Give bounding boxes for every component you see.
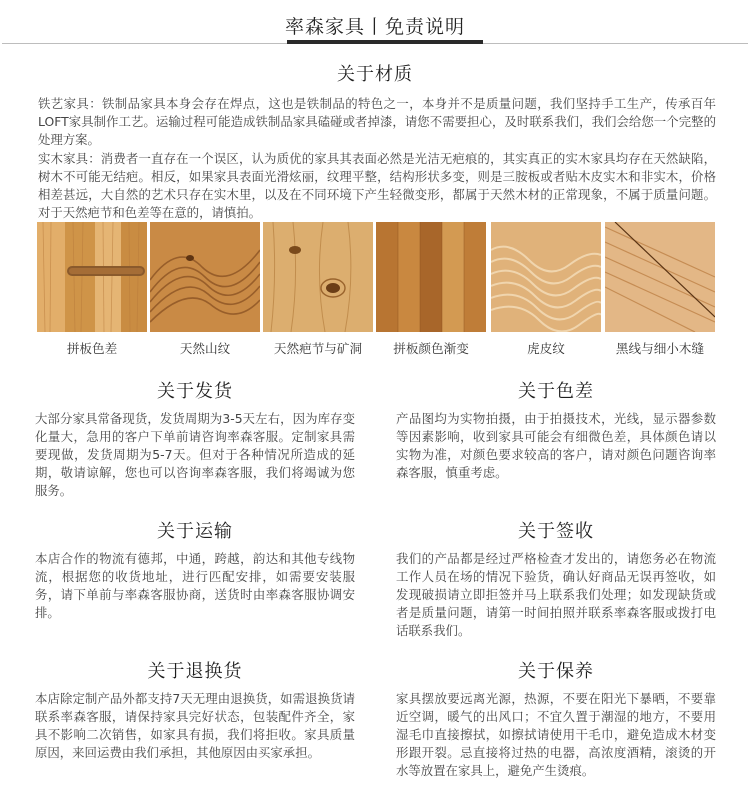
page-title: 率森家具丨免责说明 xyxy=(284,16,465,38)
shipping-title: 关于发货 xyxy=(157,381,233,402)
transport-text: 本店合作的物流有德邦，中通，跨越，韵达和其他专线物流，根据您的收货地址，进行匹配安排，如需要安装服务，请下单前与率森客服协商，送货时由率森客服协调安排。 xyxy=(35,551,355,620)
wood-black-line-image xyxy=(605,222,715,332)
shipping-text: 大部分家具常备现货，发货周期为3-5天左右，因为库存变化量大，急用的客户下单前请咨询率森客服。定制家具需要现做，发货周期为5-7天。但对于各种情况所造成的延期，敬请谅解，您也可以咨询率森客服，我们将竭诚为您服务。 xyxy=(35,411,355,498)
receipt-title: 关于签收 xyxy=(518,521,594,542)
photo-caption: 拼板色差 xyxy=(66,341,118,356)
transport-title: 关于运输 xyxy=(157,521,233,542)
receipt-text: 我们的产品都是经过严格检查才发出的，请您务必在物流工作人员在场的情况下验货，确认好商品无误再签收，如发现破损请立即拒签并马上联系我们处理；如发现缺货或者是质量问题，请第一时间拍照并联系率森客服或拨打电话联系我们。 xyxy=(396,551,716,638)
material-wood-paragraph: 实木家具：消费者一直存在一个误区，认为质优的家具其表面必然是光洁无疤痕的，其实真正的实木家具均存在天然缺陷，树木不可能无结疤。相反，如果家具表面光滑炫丽，纹理平整，结构形状多变，则是三胺板或者贴木皮实木和非实木，价格相差甚远，大自然的艺术只存在实木里，以及在不同环境下产生轻微变形，都属于天然木材的正常现象，不属于质量问题。对于天然疤节和色差等在意的，请慎拍。 xyxy=(38,151,716,220)
material-title: 关于材质 xyxy=(337,64,413,85)
material-iron-paragraph: 铁艺家具：铁制品家具本身会存在焊点，这也是铁制品的特色之一，本身并不是质量问题，我们坚持手工生产，传承百年LOFT家具制作工艺。运输过程可能造成铁制品家具磕碰或者掉漆，请您不需要担心，及时联系我们，我们会给您一个完整的处理方案。 xyxy=(38,96,716,147)
wood-tiger-grain-image xyxy=(491,222,601,332)
returns-text: 本店除定制产品外都支持7天无理由退换货，如需退换货请联系率森客服，请保持家具完好状态，包装配件齐全，家具不影响二次销售，如家具有损，我们将拒收。家具质量原因，来回运费由我们承担，其他原因由买家承担。 xyxy=(35,691,355,760)
wood-mountain-grain-image xyxy=(150,222,260,332)
care-title: 关于保养 xyxy=(518,661,594,682)
header-underline-bar xyxy=(287,40,483,44)
photo-caption: 天然山纹 xyxy=(179,341,231,356)
wood-gradient-image xyxy=(376,222,486,332)
care-text: 家具摆放要远离光源，热源，不要在阳光下暴晒，不要靠近空调，暖气的出风口；不宜久置于潮湿的地方，不要用湿毛巾直接擦拭，如擦拭请使用干毛巾，避免造成木材变形跟开裂。忌直接将过热的电器，高浓度酒精，滚烫的开水等放置在家具上，避免产生烫痕。 xyxy=(396,691,716,778)
returns-title: 关于退换货 xyxy=(147,661,243,682)
photo-caption: 拼板颜色渐变 xyxy=(393,341,469,356)
wood-knot-image xyxy=(263,222,373,332)
photo-caption: 黑线与细小木缝 xyxy=(615,341,705,356)
color-title: 关于色差 xyxy=(518,381,594,402)
wood-photo-strip xyxy=(37,222,715,334)
photo-caption: 天然疤节与矿洞 xyxy=(273,341,363,356)
page-header xyxy=(0,0,750,50)
color-text: 产品图均为实物拍摄，由于拍摄技术，光线，显示器参数等因素影响，收到家具可能会有细微色差，具体颜色请以实物为准，对颜色要求较高的客户，请对颜色问题咨询率森客服，慎重考虑。 xyxy=(396,411,716,480)
wood-panel-image xyxy=(37,222,147,332)
photo-caption: 虎皮纹 xyxy=(527,341,565,356)
